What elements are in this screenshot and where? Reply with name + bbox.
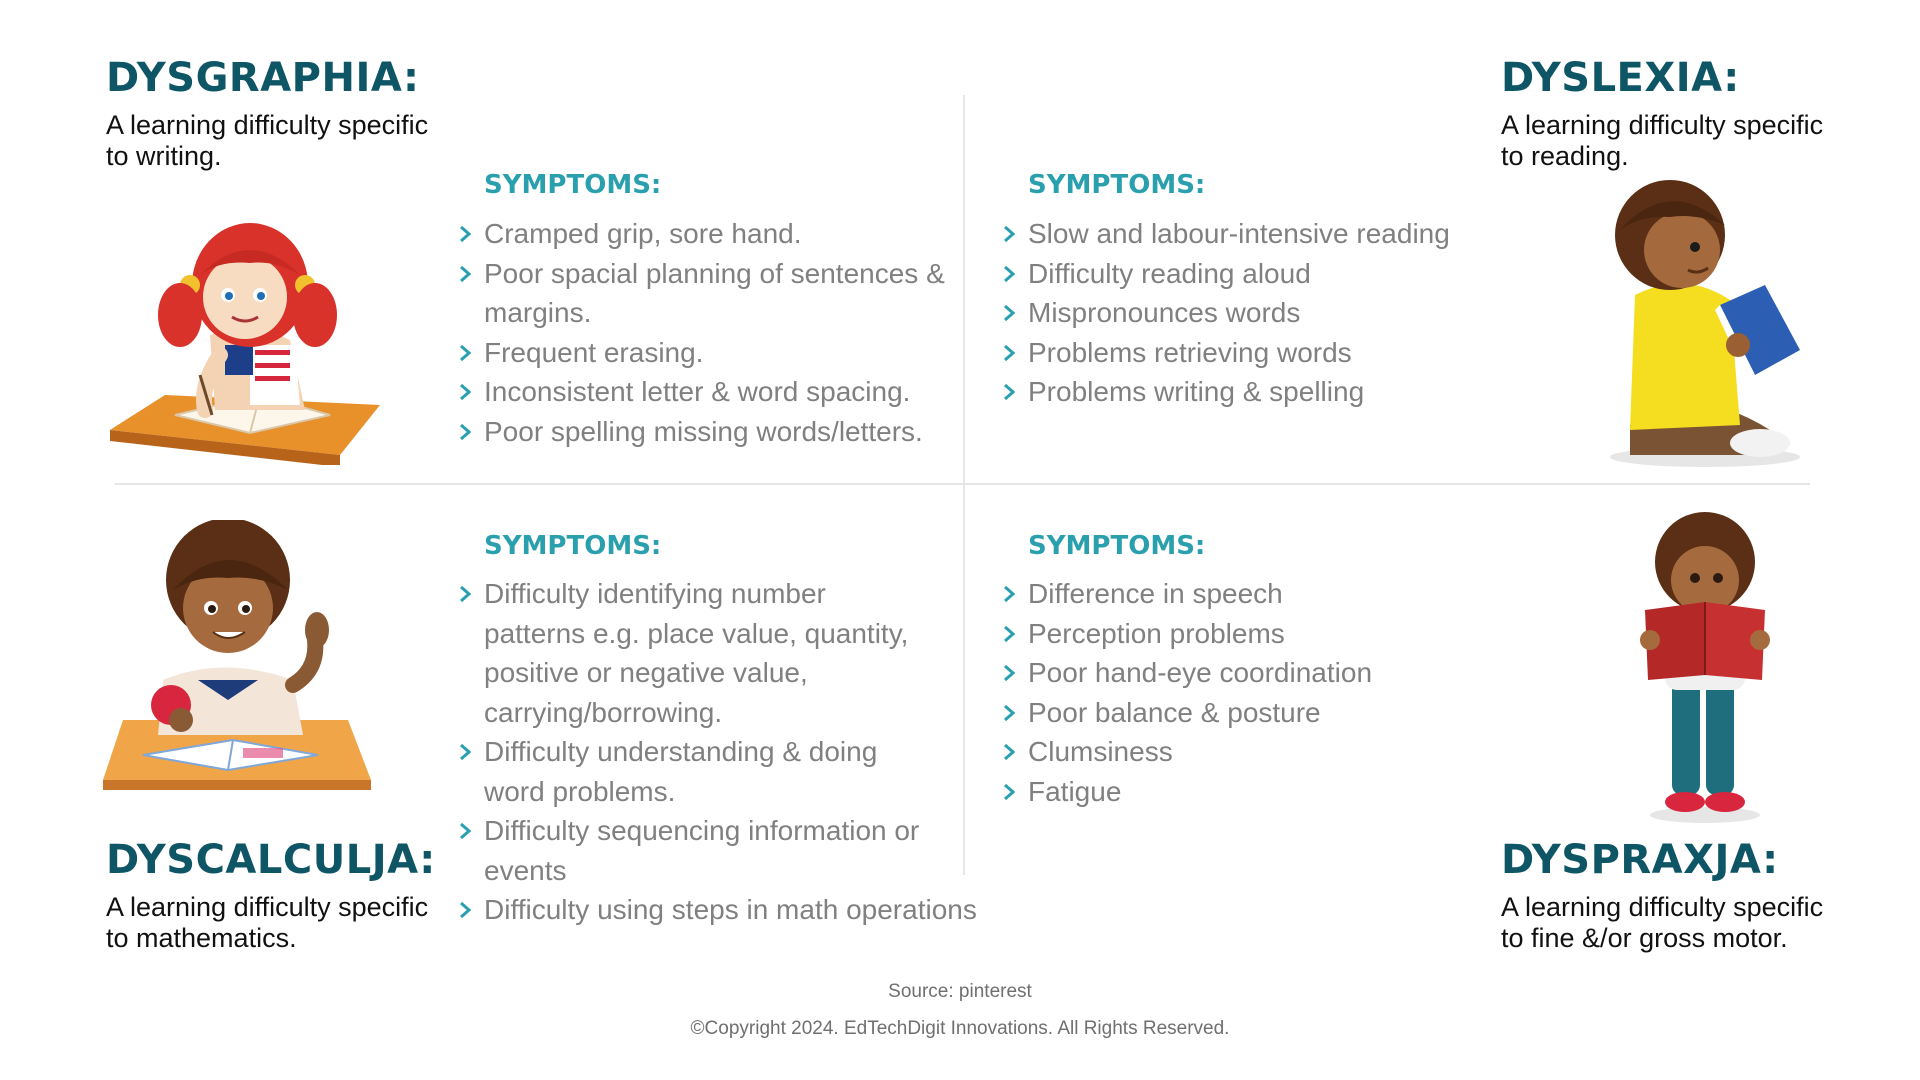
dyslexia-symptom <box>1004 333 1504 373</box>
dyspraxia-symptom <box>1004 653 1504 693</box>
dyspraxia-symptom <box>1004 772 1504 812</box>
chevron-right-icon <box>460 345 472 361</box>
dyspraxia-symptom-list <box>1004 574 1504 811</box>
chevron-right-icon <box>1004 266 1016 282</box>
chevron-right-icon <box>1004 226 1016 242</box>
dysgraphia-symptom <box>460 372 960 412</box>
chevron-right-icon <box>1004 705 1016 721</box>
symptom-text: Poor spacial planning of sentences & margins. <box>484 257 945 328</box>
chevron-right-icon <box>460 586 472 602</box>
chevron-right-icon <box>1004 626 1016 642</box>
symptom-text: Slow and labour-intensive reading <box>1028 218 1450 249</box>
symptom-text: Mispronounces words <box>1028 297 1301 328</box>
dysgraphia-symptom <box>460 254 960 333</box>
girl-writing-illustration <box>100 205 390 465</box>
boy-standing-illustration <box>1630 510 1780 825</box>
boy-reading-illustration <box>1590 175 1820 470</box>
dyslexia-symptom <box>1004 214 1504 254</box>
dyscalculia-symptom-list <box>460 574 977 930</box>
dyscalculia-symptoms-title: SYMPTOMS: <box>484 531 662 561</box>
symptom-text: Difficulty sequencing information or events <box>484 815 920 886</box>
chevron-right-icon <box>460 226 472 242</box>
dyslexia-description: A learning difficulty specific to reading. <box>1501 110 1824 171</box>
dysgraphia-title: DYSGRAPHIA: <box>106 55 420 101</box>
symptom-text: Problems retrieving words <box>1028 336 1352 368</box>
dyspraxia-symptom <box>1004 693 1504 733</box>
symptom-text: Clumsiness <box>1028 736 1173 767</box>
symptom-text: Cramped grip, sore hand. <box>484 218 802 249</box>
chevron-right-icon <box>1004 586 1016 602</box>
dyscalculia-symptom <box>460 574 930 732</box>
symptom-text: Difficulty using steps in math operations <box>484 894 977 925</box>
dysgraphia-description: A learning difficulty specific to writing. <box>106 110 429 171</box>
dyspraxia-symptom <box>1004 732 1504 772</box>
dysgraphia-symptom-list <box>460 214 960 451</box>
dysgraphia-symptom <box>460 333 960 373</box>
horizontal-divider <box>115 483 1810 485</box>
dyslexia-title: DYSLEXIA: <box>1501 55 1740 101</box>
symptom-text: Difficulty understanding & doing word problems. <box>484 736 878 807</box>
dyscalculia-description: A learning difficulty specific to mathematics. <box>106 892 429 953</box>
symptom-text: Difficulty reading aloud <box>1028 257 1311 289</box>
copyright-note: ©Copyright 2024. EdTechDigit Innovations. All Rights Reserved. <box>690 1018 1230 1039</box>
symptom-text: Problems writing & spelling <box>1028 376 1365 407</box>
chevron-right-icon <box>460 424 472 440</box>
dyslexia-symptoms-title: SYMPTOMS: <box>1028 170 1206 200</box>
symptom-text: Fatigue <box>1028 775 1122 807</box>
dyscalculia-title: DYSCALCULJA: <box>106 837 436 883</box>
chevron-right-icon <box>460 823 472 839</box>
dyspraxia-symptoms-title: SYMPTOMS: <box>1028 531 1206 561</box>
vertical-divider <box>963 95 965 875</box>
chevron-right-icon <box>1004 305 1016 321</box>
dysgraphia-symptom <box>460 412 960 452</box>
dyspraxia-symptom <box>1004 614 1504 654</box>
dyspraxia-description: A learning difficulty specific to fine &/or gross motor. <box>1501 892 1824 953</box>
symptom-text: Difference in speech <box>1028 578 1283 609</box>
dysgraphia-symptom <box>460 214 960 254</box>
symptom-text: Perception problems <box>1028 617 1285 649</box>
dysgraphia-symptoms-title: SYMPTOMS: <box>484 170 662 200</box>
chevron-right-icon <box>1004 744 1016 760</box>
chevron-right-icon <box>1004 665 1016 681</box>
dyslexia-symptom <box>1004 254 1504 294</box>
chevron-right-icon <box>1004 384 1016 400</box>
symptom-text: Difficulty identifying number patterns e.g. place value, quantity, positive or negative value, carrying/borrowing. <box>484 578 909 728</box>
chevron-right-icon <box>460 902 472 918</box>
symptom-text: Frequent erasing. <box>484 336 704 368</box>
dyscalculia-symptom <box>460 732 930 811</box>
symptom-text: Poor hand-eye coordination <box>1028 657 1373 688</box>
dyslexia-symptom <box>1004 293 1504 333</box>
symptom-text: Poor balance & posture <box>1028 696 1321 728</box>
symptom-text: Poor spelling missing words/letters. <box>484 415 923 447</box>
dyslexia-symptom <box>1004 372 1504 412</box>
dyscalculia-symptom <box>460 811 930 890</box>
chevron-right-icon <box>460 266 472 282</box>
boy-math-illustration <box>103 520 383 805</box>
dyspraxia-title: DYSPRAXJA: <box>1501 837 1779 883</box>
chevron-right-icon <box>1004 345 1016 361</box>
dyspraxia-symptom <box>1004 574 1504 614</box>
source-note: Source: pinterest <box>888 981 1032 1002</box>
chevron-right-icon <box>1004 784 1016 800</box>
dyscalculia-symptom <box>460 890 977 930</box>
chevron-right-icon <box>460 384 472 400</box>
symptom-text: Inconsistent letter & word spacing. <box>484 376 911 407</box>
dyslexia-symptom-list <box>1004 214 1504 412</box>
chevron-right-icon <box>460 744 472 760</box>
